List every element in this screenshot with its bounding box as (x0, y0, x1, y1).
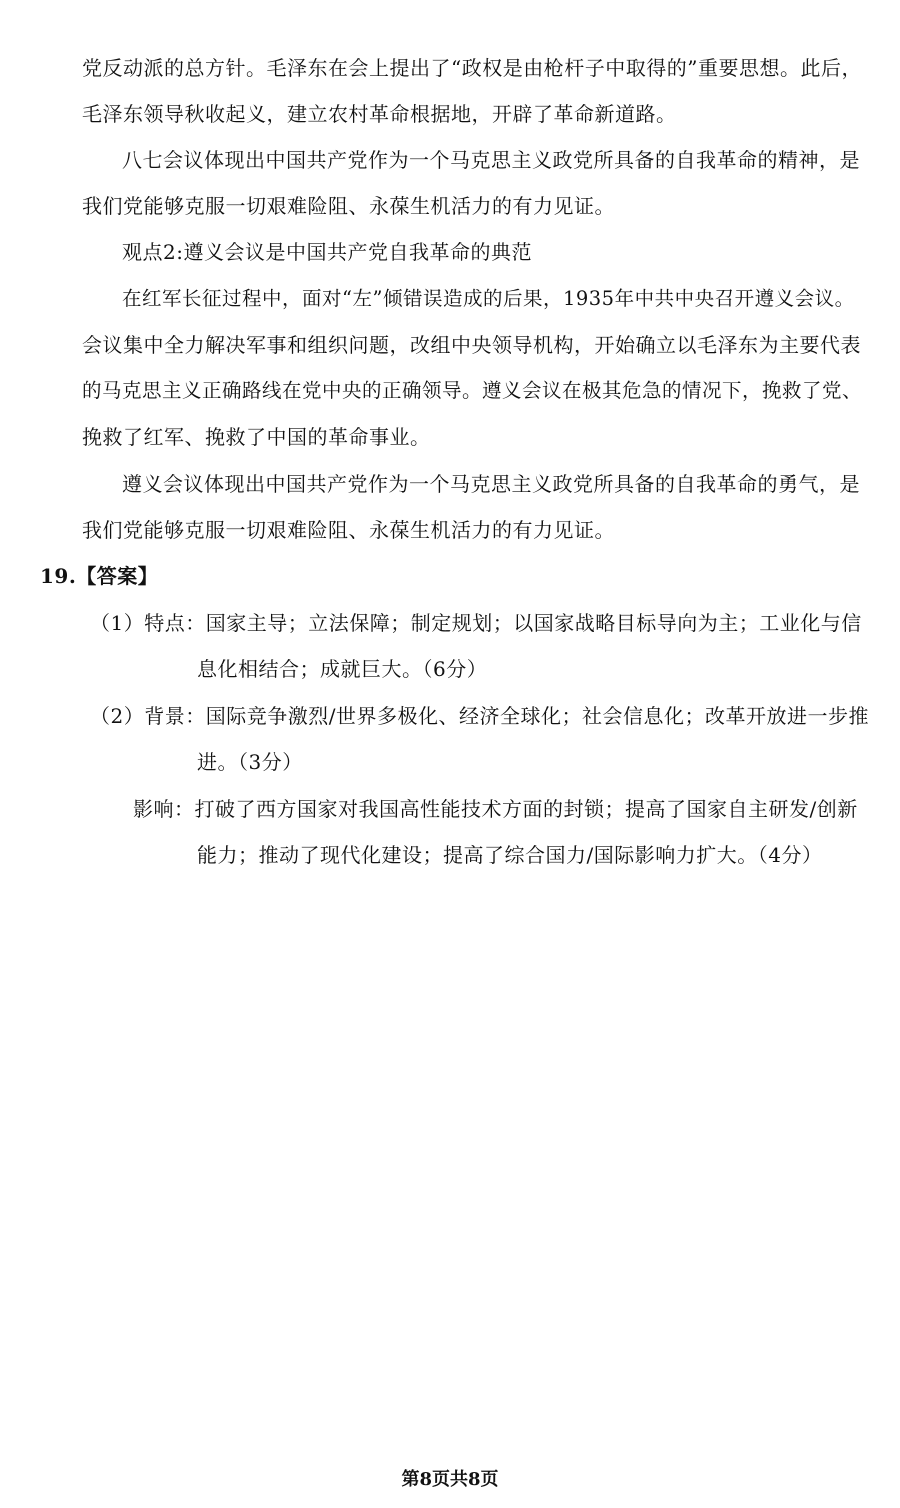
answer-part-1-line-2: 息化相结合；成就巨大。（6分） (197, 657, 488, 681)
page-number-footer: 第8页共8页 (401, 1469, 499, 1490)
answer-impact-line-2: 能力；推动了现代化建设；提高了综合国力/国际影响力扩大。（4分） (197, 843, 823, 867)
viewpoint-2-heading: 观点2:遵义会议是中国共产党自我革命的典范 (122, 240, 532, 264)
answer-part-2-line-1: （2）背景：国际竞争激烈/世界多极化、经济全球化；社会信息化；改革开放进一步推 (90, 704, 869, 728)
paragraph-3-line-4: 挽救了红军、挽救了中国的革命事业。 (82, 425, 431, 449)
paragraph-2-line-1: 八七会议体现出中国共产党作为一个马克思主义政党所具备的自我革命的精神，是 (122, 148, 860, 172)
paragraph-3-line-3: 的马克思主义正确路线在党中央的正确领导。遵义会议在极其危急的情况下，挽救了党、 (82, 379, 863, 402)
answer-impact-line-1: 影响：打破了西方国家对我国高性能技术方面的封锁；提高了国家自主研发/创新 (133, 797, 858, 821)
question-19-heading: 19.【答案】 (40, 564, 159, 588)
paragraph-1-line-2: 毛泽东领导秋收起义，建立农村革命根据地，开辟了革命新道路。 (82, 102, 677, 126)
paragraph-4-line-2: 我们党能够克服一切艰难险阻、永葆生机活力的有力见证。 (82, 518, 615, 542)
paragraph-2-line-2: 我们党能够克服一切艰难险阻、永葆生机活力的有力见证。 (82, 194, 615, 218)
paragraph-1-line-1: 党反动派的总方针。毛泽东在会上提出了“政权是由枪杆子中取得的”重要思想。此后， (82, 56, 862, 80)
paragraph-3-line-2: 会议集中全力解决军事和组织问题，改组中央领导机构，开始确立以毛泽东为主要代表 (82, 333, 861, 357)
paragraph-3-line-1: 在红军长征过程中，面对“左”倾错误造成的后果，1935年中共中央召开遵义会议。 (122, 287, 855, 310)
paragraph-4-line-1: 遵义会议体现出中国共产党作为一个马克思主义政党所具备的自我革命的勇气，是 (122, 472, 860, 496)
answer-part-1-line-1: （1）特点：国家主导；立法保障；制定规划；以国家战略目标导向为主；工业化与信 (90, 611, 862, 635)
answer-part-2-line-2: 进。（3分） (197, 750, 303, 774)
